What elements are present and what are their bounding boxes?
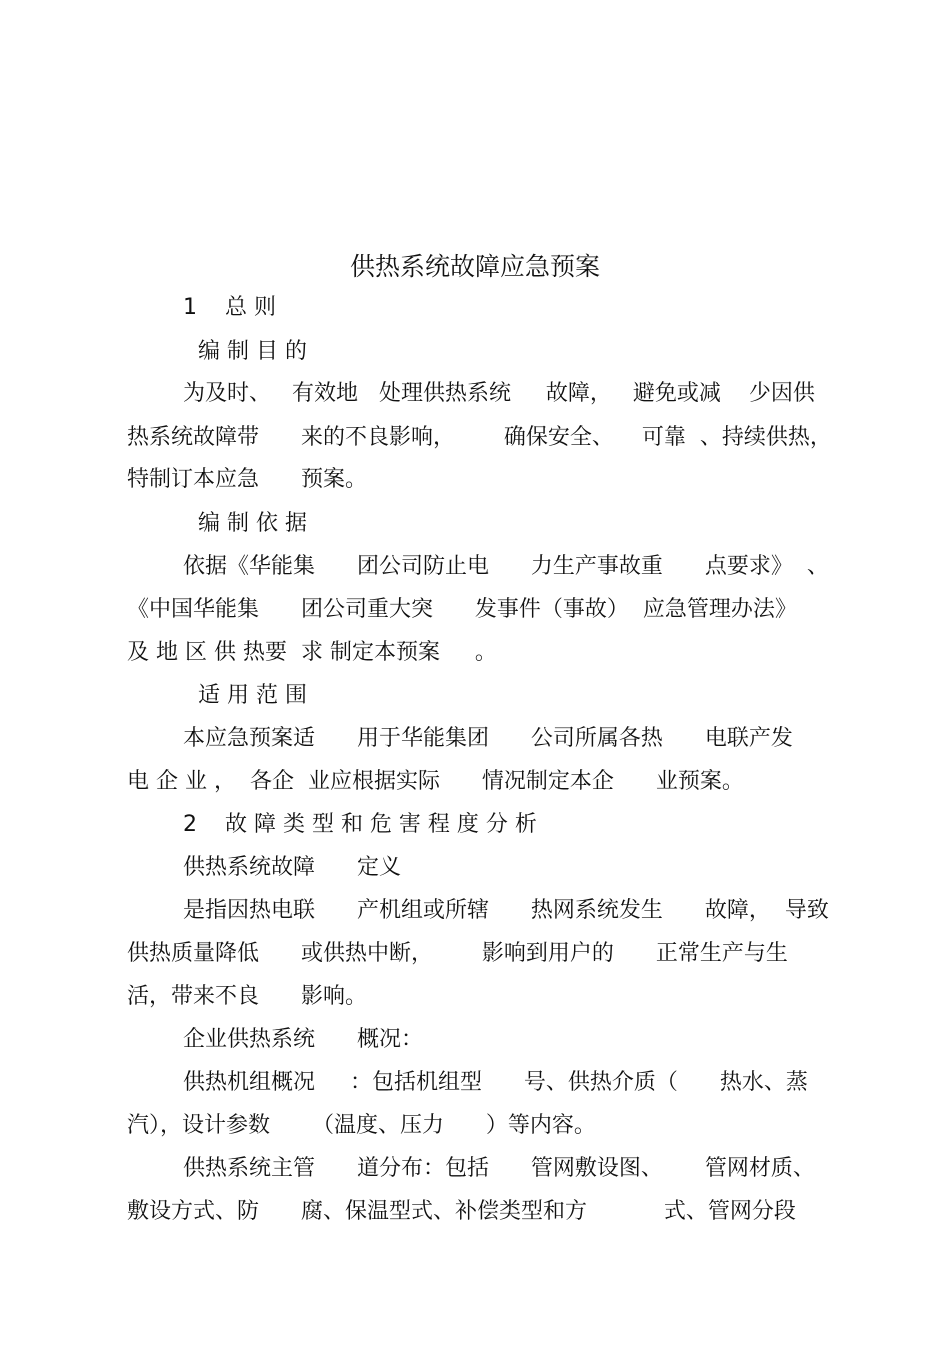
subsection-heading-basis: 编 制 依 据 xyxy=(198,511,307,536)
paragraph-line: 供热机组概况 ：包括机组型 号、供热介质（ 热水、蒸 xyxy=(183,1070,808,1095)
paragraph-line: 本应急预案适 用于华能集团 公司所属各热 电联产发 xyxy=(183,726,793,751)
paragraph-line: 敷设方式、防 腐、保温型式、补偿类型和方 式、管网分段 xyxy=(127,1199,796,1224)
section-heading-general: 1 总 则 xyxy=(183,295,276,320)
subsection-heading-definition: 供热系统故障 定义 xyxy=(183,855,401,880)
paragraph-line: 活，带来不良 影响。 xyxy=(127,984,367,1009)
paragraph-line: 供热质量降低 或供热中断， 影响到用户的 正常生产与生 xyxy=(127,941,788,966)
subsection-heading-overview: 企业供热系统 概况： xyxy=(183,1027,423,1052)
section-heading-fault-analysis: 2 故 障 类 型 和 危 害 程 度 分 析 xyxy=(183,812,537,837)
subsection-heading-purpose: 编 制 目 的 xyxy=(198,339,307,364)
paragraph-line: 依据《华能集 团公司防止电 力生产事故重 点要求》 、 xyxy=(183,554,829,579)
paragraph-line: 为及时、 有效地 处理供热系统 故障， 避免或减 少因供 xyxy=(183,381,815,406)
document-title: 供热系统故障应急预案 xyxy=(349,252,600,281)
paragraph-line: 热系统故障带 来的不良影响， 确保安全、 可靠 、持续供热， xyxy=(127,425,832,450)
paragraph-line: 供热系统主管 道分布：包括 管网敷设图、 管网材质、 xyxy=(183,1156,815,1181)
paragraph-line: 是指因热电联 产机组或所辖 热网系统发生 故障， 导致 xyxy=(183,898,829,923)
paragraph-line: 电 企 业 ， 各企 业应根据实际 情况制定本企 业预案。 xyxy=(127,769,744,794)
subsection-heading-scope: 适 用 范 围 xyxy=(198,683,307,708)
paragraph-line: 汽），设计参数 （温度、压力 ）等内容。 xyxy=(127,1113,596,1138)
paragraph-line: 特制订本应急 预案。 xyxy=(127,467,367,492)
paragraph-line: 《中国华能集 团公司重大突 发事件（事故） 应急管理办法》 xyxy=(127,597,797,622)
paragraph-line: 及 地 区 供 热要 求 制定本预案 。 xyxy=(127,640,497,665)
